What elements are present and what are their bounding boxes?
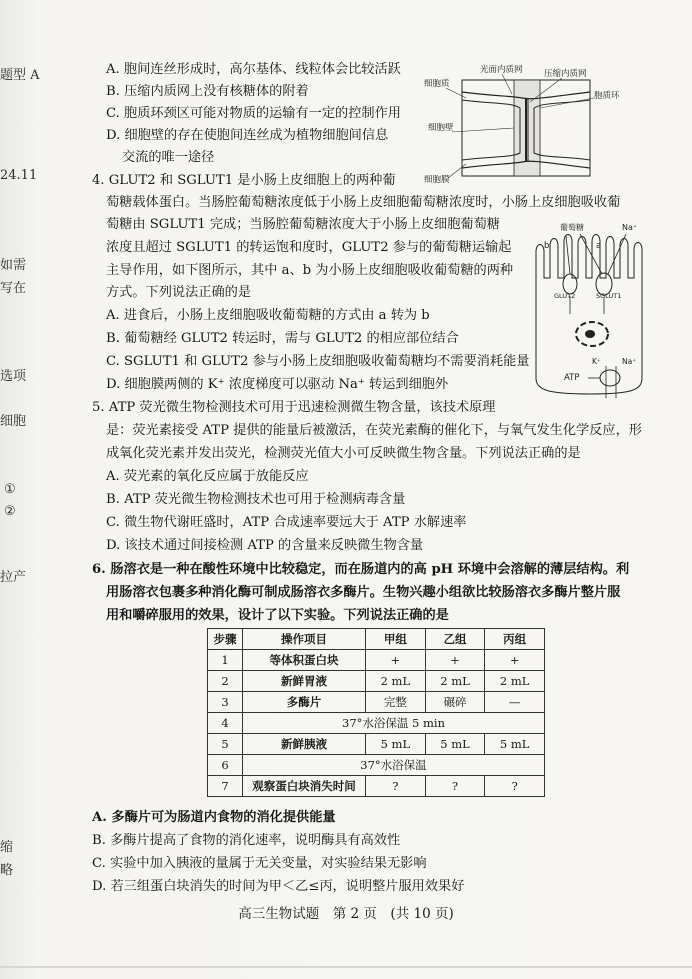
q4-stem-line: 方式。下列说法正确的是 [106,285,252,300]
q5-option-d: D. 该技术通过间接检测 ATP 的含量来反映微生物含量 [106,538,424,553]
margin-note: 拉产 [0,570,27,585]
q5-option-a: A. 荧光素的氧化反应属于放能反应 [106,469,309,484]
table-cell: 5 mL [425,734,485,755]
table-cell: + [425,650,485,671]
fig-label-b: b [544,241,550,251]
q3-option-d-cont: 交流的唯一途径 [122,150,215,165]
q6-stem-line: 用肠溶衣包裹多种消化酶可制成肠溶衣多酶片。生物兴趣小组欲比较肠溶衣多酶片整片服 [106,585,621,600]
fig-label-k: K⁺ [592,357,601,366]
q4-stem-line: 4. GLUT2 和 SGLUT1 是小肠上皮细胞上的两种葡 [92,173,396,188]
table-cell-merged: 37°水浴保温 5 min [243,713,545,734]
q3-option-d: D. 细胞壁的存在使胞间连丝成为植物细胞间信息 [106,128,389,143]
q6-option-c: C. 实验中加入胰液的量属于无关变量，对实验结果无影响 [92,856,427,871]
margin-note: 略 [0,863,14,878]
table-cell: 5 mL [485,734,545,755]
table-cell: 2 mL [425,671,485,692]
intestinal-cell-diagram [530,218,656,400]
table-header: 甲组 [366,629,426,650]
page-footer: 高三生物试题 第 2 页 (共 10 页) [238,906,454,922]
q4-option-d: D. 细胞膜两侧的 K⁺ 浓度梯度可以驱动 Na⁺ 转运到细胞外 [106,377,449,392]
q4-stem-line: 浓度且超过 SGLUT1 的转运饱和度时，GLUT2 参与的葡萄糖运输起 [106,240,512,255]
margin-note: 缩 [0,840,14,855]
q3-option-a: A. 胞间连丝形成时，高尔基体、线粒体会比较活跃 [106,62,401,77]
q4-option-a: A. 进食后，小肠上皮细胞吸收葡萄糖的方式由 a 转为 b [106,308,430,323]
q6-option-d: D. 若三组蛋白块消失的时间为甲＜乙≤丙，说明整片服用效果好 [92,879,465,894]
table-cell: 2 mL [366,671,426,692]
q6-stem-line: 用和嚼碎服用的效果，设计了以下实验。下列说法正确的是 [106,608,449,623]
table-cell: + [366,650,426,671]
q5-option-b: B. ATP 荧光微生物检测技术也可用于检测病毒含量 [106,492,406,507]
margin-note: 如需 [0,258,27,273]
fig-label-smooth-er: 光面内质网 [480,65,523,75]
q4-stem-line: 萄糖由 SGLUT1 完成；当肠腔葡萄糖浓度大于小肠上皮细胞葡萄糖 [106,217,500,232]
margin-note: 24.11 [0,168,38,183]
table-header: 乙组 [425,629,485,650]
table-row [208,650,545,671]
fig-label-a: a [596,241,602,251]
table-cell: 6 [208,755,243,776]
table-row [208,671,545,692]
q5-stem-line: 成氧化荧光素并发出荧光，检测荧光值大小可反映微生物含量。下列说法正确的是 [106,446,581,461]
table-header: 操作项目 [243,629,366,650]
table-cell: 2 mL [485,671,545,692]
q5-option-c: C. 微生物代谢旺盛时，ATP 合成速率要远大于 ATP 水解速率 [106,515,467,530]
table-row [208,713,545,734]
table-row [208,692,545,713]
experiment-table [207,628,545,797]
q4-option-c: C. SGLUT1 和 GLUT2 参与小肠上皮细胞吸收葡萄糖均不需要消耗能量 [106,354,530,369]
table-cell: + [485,650,545,671]
margin-note: 选项 [0,369,27,384]
table-cell: 2 [208,671,243,692]
table-cell: 新鲜胰液 [243,734,366,755]
fig-label-na-bottom: Na⁺ [622,357,637,366]
q6-option-a: A. 多酶片可为肠道内食物的消化提供能量 [92,810,336,825]
table-cell: 新鲜胃液 [243,671,366,692]
table-cell: — [485,692,545,713]
table-cell: 多酶片 [243,692,366,713]
margin-note: 写在 [0,281,27,296]
margin-note: 题型 A [0,68,40,83]
page-edge [0,966,692,968]
table-cell: 完整 [366,692,426,713]
table-header: 丙组 [485,629,545,650]
table-cell: 观察蛋白块消失时间 [243,776,366,797]
fig-label-sglut1: SGLUT1 [596,292,622,300]
table-cell: 5 [208,734,243,755]
q3-option-b: B. 压缩内质网上没有核糖体的附着 [106,84,309,99]
q4-stem-line: 萄糖载体蛋白。当肠腔葡萄糖浓度低于小肠上皮细胞葡萄糖浓度时，小肠上皮细胞吸收葡 [106,195,621,210]
table-header-row [208,629,545,650]
q6-stem-line: 6. 肠溶衣是一种在酸性环境中比较稳定，而在肠道内的高 pH 环境中会溶解的薄层结构。利 [92,562,630,577]
table-cell: ? [425,776,485,797]
table-cell: 碾碎 [425,692,485,713]
fig-label-cyto-ring: 胞质环 [594,91,620,101]
q4-stem-line: 主导作用，如下图所示，其中 a、b 为小肠上皮细胞吸收葡萄糖的两种 [106,263,514,278]
margin-note: ② [4,504,16,519]
q5-stem-line: 是：荧光素接受 ATP 提供的能量后被激活，在荧光素酶的催化下，与氧气发生化学反应，形 [106,423,642,438]
fig-label-cytoplasm: 细胞质 [424,79,450,89]
fig-label-compressed-er: 压缩内质网 [544,69,587,79]
q5-stem-line: 5. ATP 荧光微生物检测技术可用于迅速检测微生物含量，该技术原理 [92,400,496,415]
table-header: 步骤 [208,629,243,650]
plasmodesma-diagram [422,58,662,188]
margin-note: ① [4,482,16,497]
q3-option-c: C. 胞质环颈区可能对物质的运输有一定的控制作用 [106,106,401,121]
table-cell: 7 [208,776,243,797]
fig-label-glucose: 葡萄糖 [560,223,584,232]
table-row [208,755,545,776]
table-row [208,734,545,755]
table-cell: 等体积蛋白块 [243,650,366,671]
fig-label-membrane: 细胞膜 [424,175,450,185]
fig-label-glut2: GLUT2 [554,292,576,300]
q6-option-b: B. 多酶片提高了食物的消化速率，说明酶具有高效性 [92,833,401,848]
fig-label-atp: ATP [564,373,580,383]
fig-label-na-top: Na⁺ [622,223,638,232]
table-cell: 1 [208,650,243,671]
fig-label-cell-wall: 细胞壁 [428,123,454,133]
table-row [208,776,545,797]
table-cell: ? [485,776,545,797]
table-cell: ? [366,776,426,797]
table-cell: 3 [208,692,243,713]
table-cell: 4 [208,713,243,734]
table-cell-merged: 37°水浴保温 [243,755,545,776]
margin-note: 细胞 [0,414,27,429]
q4-option-b: B. 葡萄糖经 GLUT2 转运时，需与 GLUT2 的相应部位结合 [106,331,459,346]
table-cell: 5 mL [366,734,426,755]
